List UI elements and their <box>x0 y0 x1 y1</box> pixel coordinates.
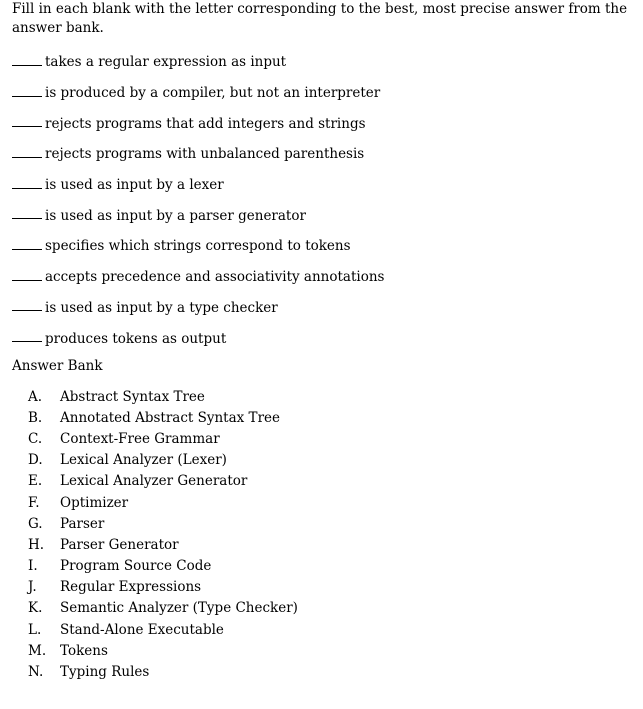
question-item <box>12 231 632 262</box>
answer-bank-item <box>28 428 428 449</box>
answer-text: Parser Generator <box>60 536 179 553</box>
answer-blank[interactable] <box>12 82 42 97</box>
answer-bank-item <box>28 577 428 598</box>
answer-letter: K. <box>28 600 43 617</box>
question-item <box>12 323 632 354</box>
answer-letter: E. <box>28 473 43 490</box>
answer-text: Stand-Alone Executable <box>60 621 224 638</box>
answer-blank[interactable] <box>12 266 42 281</box>
answer-bank-item <box>28 492 428 513</box>
answer-bank-list <box>28 386 428 683</box>
question-list <box>12 47 632 354</box>
answer-bank-item <box>28 640 428 661</box>
answer-letter: H. <box>28 536 45 553</box>
answer-letter: G. <box>28 515 43 532</box>
question-text: is used as input by a type checker <box>45 299 278 316</box>
answer-blank[interactable] <box>12 51 42 66</box>
question-item <box>12 293 632 324</box>
answer-text: Lexical Analyzer Generator <box>60 473 248 490</box>
answer-blank[interactable] <box>12 327 42 342</box>
question-text: produces tokens as output <box>45 330 227 347</box>
answer-bank-item <box>28 661 428 682</box>
answer-text: Tokens <box>60 642 108 659</box>
answer-bank-item <box>28 598 428 619</box>
answer-text: Annotated Abstract Syntax Tree <box>60 409 280 426</box>
question-text: is used as input by a lexer <box>45 177 224 194</box>
answer-bank-item <box>28 450 428 471</box>
question-text: is produced by a compiler, but not an interpreter <box>45 85 381 102</box>
instructions-text: Fill in each blank with the letter corresponding to the best, most precise answer from the answer bank. <box>12 1 628 36</box>
answer-text: Lexical Analyzer (Lexer) <box>60 452 227 469</box>
answer-text: Program Source Code <box>60 558 212 575</box>
question-text: accepts precedence and associativity annotations <box>45 269 385 286</box>
answer-bank-item <box>28 386 428 407</box>
answer-letter: F. <box>28 494 40 511</box>
answer-blank[interactable] <box>12 112 42 127</box>
answer-blank[interactable] <box>12 174 42 189</box>
question-item <box>12 200 632 231</box>
question-text: is used as input by a parser generator <box>45 207 306 224</box>
answer-text: Context-Free Grammar <box>60 430 220 447</box>
answer-text: Optimizer <box>60 494 129 511</box>
answer-bank-item <box>28 556 428 577</box>
answer-blank[interactable] <box>12 296 42 311</box>
question-item <box>12 139 632 170</box>
answer-text: Parser <box>60 515 105 532</box>
answer-bank-item <box>28 513 428 534</box>
answer-letter: I. <box>28 558 38 575</box>
question-text: specifies which strings correspond to tokens <box>45 238 351 255</box>
answer-letter: C. <box>28 430 43 447</box>
answer-text: Abstract Syntax Tree <box>60 388 205 405</box>
answer-letter: N. <box>28 664 44 681</box>
question-text: takes a regular expression as input <box>45 54 287 71</box>
question-item <box>12 108 632 139</box>
answer-letter: M. <box>28 642 47 659</box>
answer-text: Semantic Analyzer (Type Checker) <box>60 600 298 617</box>
question-text: rejects programs that add integers and strings <box>45 115 366 132</box>
answer-letter: D. <box>28 452 43 469</box>
answer-bank-item <box>28 471 428 492</box>
answer-bank-item <box>28 534 428 555</box>
question-item <box>12 78 632 109</box>
question-text: rejects programs with unbalanced parenthesis <box>45 146 365 163</box>
answer-letter: L. <box>28 621 42 638</box>
answer-text: Regular Expressions <box>60 579 202 596</box>
answer-blank[interactable] <box>12 143 42 158</box>
answer-letter: J. <box>28 579 37 596</box>
answer-blank[interactable] <box>12 204 42 219</box>
question-item <box>12 47 632 78</box>
answer-text: Typing Rules <box>60 664 150 681</box>
question-item <box>12 262 632 293</box>
answer-letter: A. <box>28 388 43 405</box>
question-item <box>12 170 632 201</box>
answer-bank-item <box>28 619 428 640</box>
answer-bank-title: Answer Bank <box>12 358 103 374</box>
answer-letter: B. <box>28 409 43 426</box>
answer-bank-item <box>28 407 428 428</box>
answer-blank[interactable] <box>12 235 42 250</box>
